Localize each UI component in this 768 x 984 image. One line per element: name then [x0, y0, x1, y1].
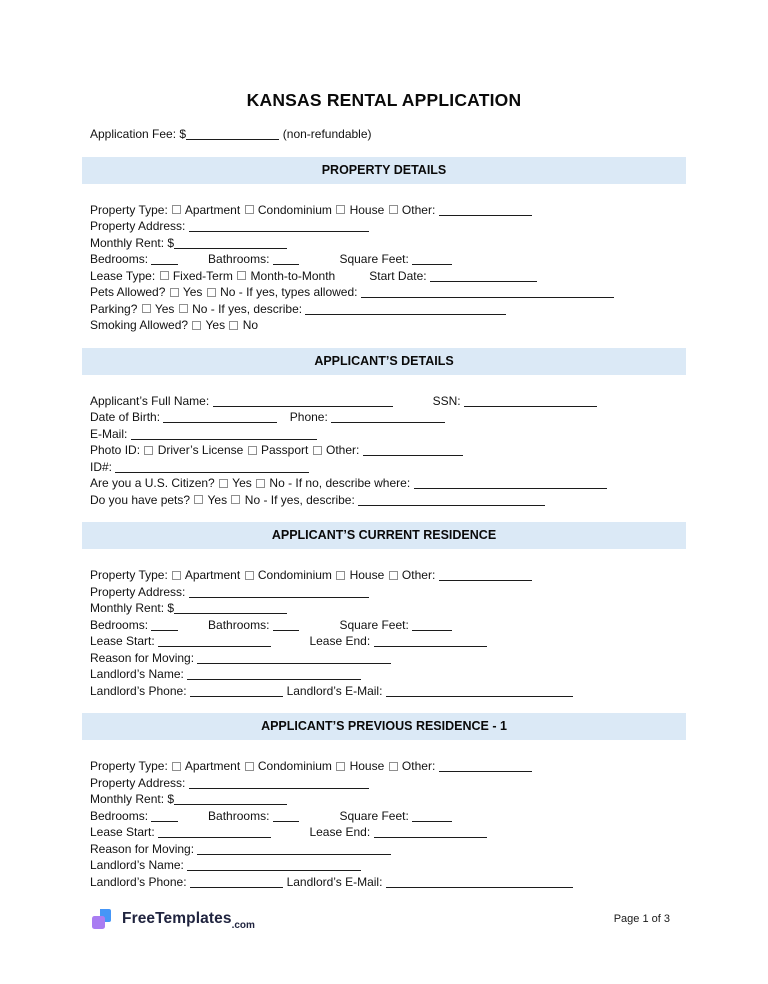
field-label: House — [346, 568, 388, 582]
blank-field[interactable] — [386, 686, 573, 697]
field-label: Square Feet: — [339, 617, 413, 632]
field-label: Lease Type: — [90, 268, 159, 283]
field-label: Condominium — [254, 759, 336, 773]
blank-field[interactable] — [439, 205, 532, 216]
field-label: Landlord’s Phone: — [90, 874, 190, 889]
checkbox[interactable] — [336, 762, 345, 771]
field-label: Property Type: — [90, 202, 172, 217]
blank-field[interactable] — [174, 603, 287, 614]
blank-field[interactable] — [386, 877, 573, 888]
form-line — [90, 409, 678, 426]
field-label: Are you a U.S. Citizen? — [90, 476, 219, 490]
blank-field[interactable] — [412, 620, 452, 631]
form-section — [82, 348, 686, 509]
blank-field[interactable] — [151, 620, 178, 631]
field-label: Lease Start: — [90, 634, 159, 648]
blank-field[interactable] — [158, 827, 271, 838]
form-line — [90, 791, 678, 808]
field-label: Yes — [151, 301, 178, 316]
form-line — [90, 633, 678, 650]
field-label: Bathrooms: — [208, 252, 273, 266]
form-sections — [82, 157, 686, 891]
field-label: Other: — [398, 759, 439, 773]
checkbox[interactable] — [170, 288, 179, 297]
section-body — [82, 184, 686, 334]
form-line — [90, 666, 678, 683]
page-footer — [90, 903, 670, 935]
field-label: Yes — [179, 285, 206, 299]
field-label: Property Address: — [90, 219, 189, 233]
checkbox[interactable] — [142, 304, 151, 313]
form-line — [90, 268, 678, 285]
field-label: Bedrooms: — [90, 617, 152, 632]
field-label: Driver’s License — [154, 443, 247, 457]
field-label: Lease End: — [309, 825, 374, 839]
field-label: House — [346, 202, 388, 217]
freetemplates-logo-icon — [90, 907, 115, 932]
form-line — [90, 683, 678, 700]
checkbox[interactable] — [389, 762, 398, 771]
blank-field[interactable] — [363, 445, 463, 456]
form-line — [90, 459, 678, 476]
field-label: Apartment — [182, 568, 244, 582]
form-line — [90, 218, 678, 235]
checkbox[interactable] — [172, 571, 181, 580]
field-label: Start Date: — [369, 268, 430, 283]
form-line — [90, 475, 678, 492]
checkbox[interactable] — [179, 304, 188, 313]
field-label: Monthly Rent: $ — [90, 792, 175, 806]
blank-field[interactable] — [430, 271, 537, 282]
blank-field[interactable] — [197, 653, 390, 664]
form-line — [90, 857, 678, 874]
form-line — [90, 874, 678, 891]
blank-field[interactable] — [174, 238, 287, 249]
field-label: Reason for Moving: — [90, 650, 198, 665]
field-label: Applicant’s Full Name: — [90, 393, 213, 408]
blank-field[interactable] — [189, 587, 369, 598]
field-label: No - If yes, types allowed: — [216, 285, 361, 299]
blank-field[interactable] — [186, 129, 279, 140]
section-body — [82, 740, 686, 890]
section-header: APPLICANT’S CURRENT RESIDENCE — [82, 522, 686, 549]
blank-field[interactable] — [273, 811, 300, 822]
form-content — [82, 0, 686, 890]
form-line — [90, 824, 678, 841]
field-label: Square Feet: — [339, 808, 413, 823]
checkbox[interactable] — [160, 271, 169, 280]
checkbox[interactable] — [207, 288, 216, 297]
field-label: Property Address: — [90, 775, 189, 790]
field-label: Bedrooms: — [90, 252, 152, 266]
field-label: No - If no, describe where: — [266, 476, 414, 490]
field-label: Landlord’s Phone: — [90, 683, 190, 698]
form-line — [90, 251, 678, 268]
blank-field[interactable] — [439, 761, 532, 772]
blank-field[interactable] — [374, 827, 487, 838]
form-line — [90, 775, 678, 792]
checkbox[interactable] — [172, 205, 181, 214]
checkbox[interactable] — [237, 271, 246, 280]
checkbox[interactable] — [229, 321, 238, 330]
blank-field[interactable] — [163, 412, 276, 423]
form-line — [90, 600, 678, 617]
field-label: Apartment — [182, 202, 244, 217]
form-line — [90, 758, 678, 775]
blank-field[interactable] — [131, 429, 318, 440]
blank-field[interactable] — [174, 794, 287, 805]
blank-field[interactable] — [213, 396, 393, 407]
form-line — [90, 426, 678, 443]
blank-field[interactable] — [464, 396, 597, 407]
field-label: Landlord’s E-Mail: — [283, 874, 386, 889]
field-label: Phone: — [289, 410, 332, 424]
blank-field[interactable] — [189, 221, 369, 232]
field-label: ID#: — [90, 459, 116, 474]
form-section — [82, 157, 686, 334]
form-line — [90, 284, 678, 301]
field-label: Yes — [229, 476, 256, 490]
field-label: Fixed-Term — [169, 268, 237, 283]
field-label: Bathrooms: — [208, 617, 273, 632]
blank-field[interactable] — [331, 412, 444, 423]
form-line — [90, 617, 678, 634]
application-fee-line — [90, 126, 686, 143]
field-label: Passport — [257, 443, 312, 457]
checkbox[interactable] — [248, 446, 257, 455]
field-label: Monthly Rent: $ — [90, 235, 175, 250]
blank-field[interactable] — [414, 478, 607, 489]
blank-field[interactable] — [151, 811, 178, 822]
field-label: Property Address: — [90, 584, 189, 599]
blank-field[interactable] — [158, 636, 271, 647]
form-line — [90, 301, 678, 318]
field-label: Parking? — [90, 301, 141, 316]
field-label: Yes — [202, 318, 229, 332]
blank-field[interactable] — [187, 860, 360, 871]
blank-field[interactable] — [189, 778, 369, 789]
field-label: Date of Birth: — [90, 410, 164, 424]
field-label: Other: — [398, 202, 439, 217]
section-body — [82, 549, 686, 699]
field-label: Lease End: — [309, 634, 374, 648]
blank-field[interactable] — [197, 844, 390, 855]
form-line — [90, 442, 678, 459]
field-label: Landlord’s Name: — [90, 858, 188, 872]
field-label: Yes — [204, 492, 231, 507]
form-line — [90, 235, 678, 252]
field-label: Other: — [322, 443, 363, 457]
form-line — [90, 567, 678, 584]
field-label: No - If yes, describe: — [241, 492, 359, 507]
field-label: Other: — [398, 568, 439, 582]
checkbox[interactable] — [144, 446, 153, 455]
blank-field[interactable] — [190, 686, 283, 697]
checkbox[interactable] — [231, 495, 240, 504]
blank-field[interactable] — [412, 811, 452, 822]
field-label: Pets Allowed? — [90, 285, 169, 299]
blank-field[interactable] — [190, 877, 283, 888]
blank-field[interactable] — [361, 287, 615, 298]
blank-field[interactable] — [115, 462, 308, 473]
brand-suffix: .com — [231, 919, 255, 931]
blank-field[interactable] — [273, 254, 300, 265]
field-label: Property Type: — [90, 759, 172, 773]
form-line — [90, 808, 678, 825]
field-label: (non-refundable) — [279, 127, 372, 141]
checkbox[interactable] — [219, 479, 228, 488]
field-label: E-Mail: — [90, 426, 131, 441]
freetemplates-logo — [90, 907, 255, 932]
checkbox[interactable] — [194, 495, 203, 504]
field-label: No - If yes, describe: — [188, 301, 306, 316]
page-title: KANSAS RENTAL APPLICATION — [246, 90, 522, 110]
checkbox[interactable] — [336, 571, 345, 580]
checkbox[interactable] — [336, 205, 345, 214]
blank-field[interactable] — [412, 254, 452, 265]
field-label: Bathrooms: — [208, 808, 273, 823]
checkbox[interactable] — [245, 762, 254, 771]
field-label: Smoking Allowed? — [90, 318, 192, 332]
blank-field[interactable] — [358, 495, 545, 506]
section-header: PROPERTY DETAILS — [82, 157, 686, 184]
field-label: Do you have pets? — [90, 492, 194, 507]
checkbox[interactable] — [389, 205, 398, 214]
form-line — [90, 492, 678, 509]
blank-field[interactable] — [374, 636, 487, 647]
blank-field[interactable] — [439, 570, 532, 581]
field-label: No — [239, 318, 259, 332]
checkbox[interactable] — [192, 321, 201, 330]
checkbox[interactable] — [389, 571, 398, 580]
form-line — [90, 841, 678, 858]
field-label: Photo ID: — [90, 443, 144, 457]
field-label: Lease Start: — [90, 825, 159, 839]
form-line — [90, 650, 678, 667]
checkbox[interactable] — [245, 571, 254, 580]
checkbox[interactable] — [313, 446, 322, 455]
field-label: Square Feet: — [339, 252, 413, 266]
field-label: House — [346, 759, 388, 773]
form-section — [82, 713, 686, 890]
field-label: Condominium — [254, 568, 336, 582]
form-line — [90, 317, 678, 334]
form-line — [90, 393, 678, 410]
checkbox[interactable] — [245, 205, 254, 214]
brand-name: FreeTemplates — [122, 910, 232, 927]
field-label: Monthly Rent: $ — [90, 601, 175, 615]
blank-field[interactable] — [273, 620, 300, 631]
section-header: APPLICANT’S DETAILS — [82, 348, 686, 375]
field-label: Landlord’s E-Mail: — [283, 683, 386, 698]
checkbox[interactable] — [172, 762, 181, 771]
field-label: Landlord’s Name: — [90, 667, 188, 681]
field-label: Application Fee: $ — [90, 127, 187, 141]
form-line — [90, 584, 678, 601]
page-number: Page 1 of 3 — [613, 913, 670, 925]
field-label: Month-to-Month — [247, 268, 336, 283]
field-label: SSN: — [432, 393, 464, 408]
checkbox[interactable] — [256, 479, 265, 488]
field-label: Condominium — [254, 202, 336, 217]
blank-field[interactable] — [151, 254, 178, 265]
form-line — [90, 202, 678, 219]
field-label: Apartment — [182, 759, 244, 773]
field-label: Property Type: — [90, 568, 172, 582]
blank-field[interactable] — [187, 669, 360, 680]
section-header: APPLICANT’S PREVIOUS RESIDENCE - 1 — [82, 713, 686, 740]
field-label: Bedrooms: — [90, 808, 152, 823]
section-body — [82, 375, 686, 509]
form-section — [82, 522, 686, 699]
blank-field[interactable] — [305, 304, 505, 315]
field-label: Reason for Moving: — [90, 841, 198, 856]
